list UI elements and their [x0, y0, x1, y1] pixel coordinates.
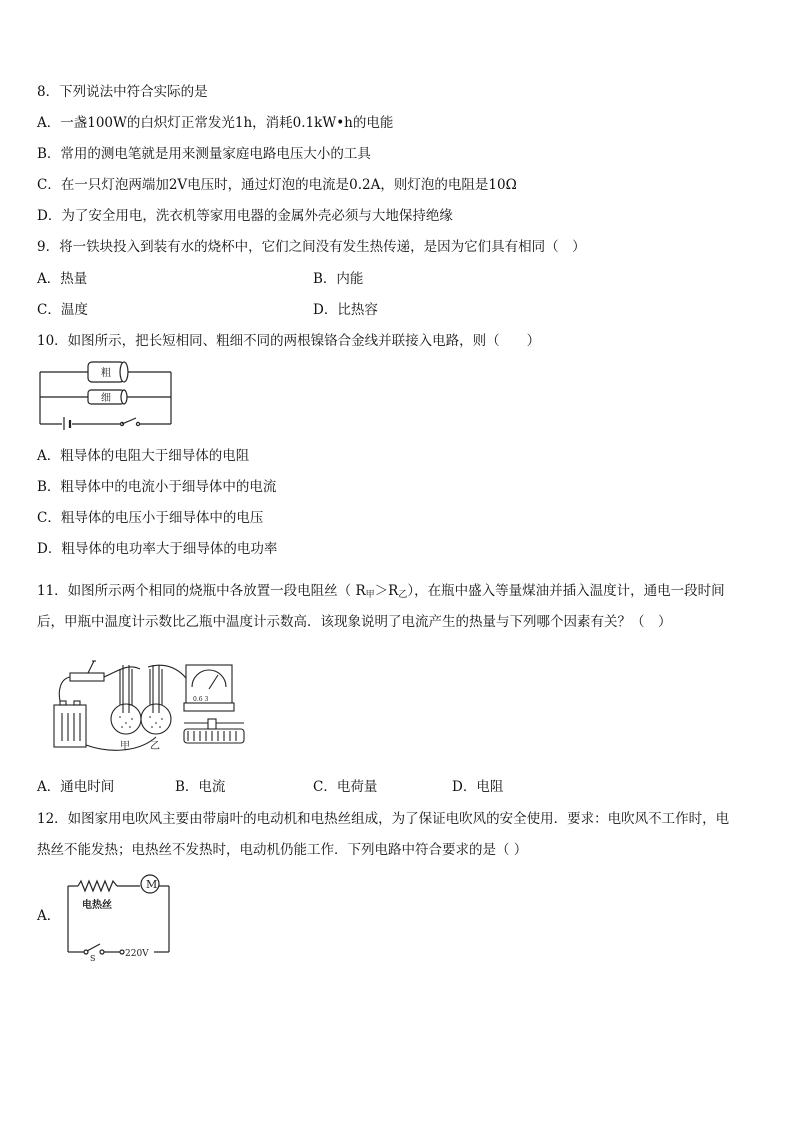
- q9-option-b: B．内能: [313, 271, 364, 287]
- q12-option-a-label: A．: [37, 908, 61, 924]
- q11-stem-line2: 后，甲瓶中温度计示数比乙瓶中温度计示数高．该现象说明了电流产生的热量与下列哪个因素有关？（ ）: [37, 614, 672, 630]
- q12-stem-line1: 12．如图家用电吹风主要由带扇叶的电动机和电热丝组成，为了保证电吹风的安全使用．要求：电吹风不工作时，电: [37, 811, 730, 827]
- q11-ammeter-scale: 0.6 3: [193, 696, 209, 703]
- q12-option-a-circuit: [62, 870, 177, 962]
- q12-stem-line2: 热丝不能发热；电热丝不发热时，电动机仍能工作．下列电路中符合要求的是（ ）: [37, 842, 528, 858]
- q10-parallel-circuit-figure: [36, 358, 176, 430]
- q10-stem: 10．如图所示，把长短相同、粗细不同的两根镍铬合金线并联接入电路，则（ ）: [37, 333, 541, 349]
- q9-option-c: C．温度: [37, 302, 88, 318]
- q9-stem: 9．将一铁块投入到装有水的烧杯中，它们之间没有发生热传递，是因为它们具有相同（ ）: [37, 239, 586, 255]
- q10-option-b: B．粗导体中的电流小于细导体中的电流: [37, 479, 277, 495]
- q11-option-c: C．电荷量: [313, 779, 378, 795]
- q9-option-a: A．热量: [37, 271, 88, 287]
- q12-motor-label: M: [146, 878, 158, 891]
- q11-joule-heating-figure: [48, 657, 248, 757]
- q12-voltage-label: 220V: [125, 949, 149, 959]
- q8-option-c: C．在一只灯泡两端加2V电压时，通过灯泡的电流是0.2A，则灯泡的电阻是10Ω: [37, 177, 517, 193]
- q10-thin-label: 细: [101, 393, 111, 404]
- q10-option-d: D．粗导体的电功率大于细导体的电功率: [37, 541, 278, 557]
- q11-flask-jia-label: 甲: [120, 741, 130, 752]
- q10-option-a: A．粗导体的电阻大于细导体的电阻: [37, 448, 250, 464]
- q10-option-c: C．粗导体的电压小于细导体中的电压: [37, 510, 264, 526]
- q10-thick-label: 粗: [101, 368, 111, 379]
- q12-heater-label: 电热丝: [82, 900, 112, 911]
- q11-stem-line1: 11．如图所示两个相同的烧瓶中各放置一段电阻丝（ $R_甲>R_乙$），在瓶中盛入等量煤油并插入温度计，通电一段时间: [37, 583, 725, 600]
- q8-option-a: A．一盏100W的白炽灯正常发光1h，消耗0.1kW•h的电能: [37, 115, 394, 131]
- q8-option-b: B．常用的测电笔就是用来测量家庭电路电压大小的工具: [37, 146, 371, 162]
- q11-option-d: D．电阻: [452, 779, 504, 795]
- q12-switch-label: S: [90, 954, 96, 962]
- q8-stem: 8．下列说法中符合实际的是: [37, 84, 208, 100]
- q11-flask-yi-label: 乙: [150, 741, 160, 752]
- q11-option-a: A．通电时间: [37, 779, 115, 795]
- q9-option-d: D．比热容: [313, 302, 378, 318]
- q8-option-d: D．为了安全用电，洗衣机等家用电器的金属外壳必须与大地保持绝缘: [37, 208, 453, 224]
- q11-option-b: B．电流: [175, 779, 226, 795]
